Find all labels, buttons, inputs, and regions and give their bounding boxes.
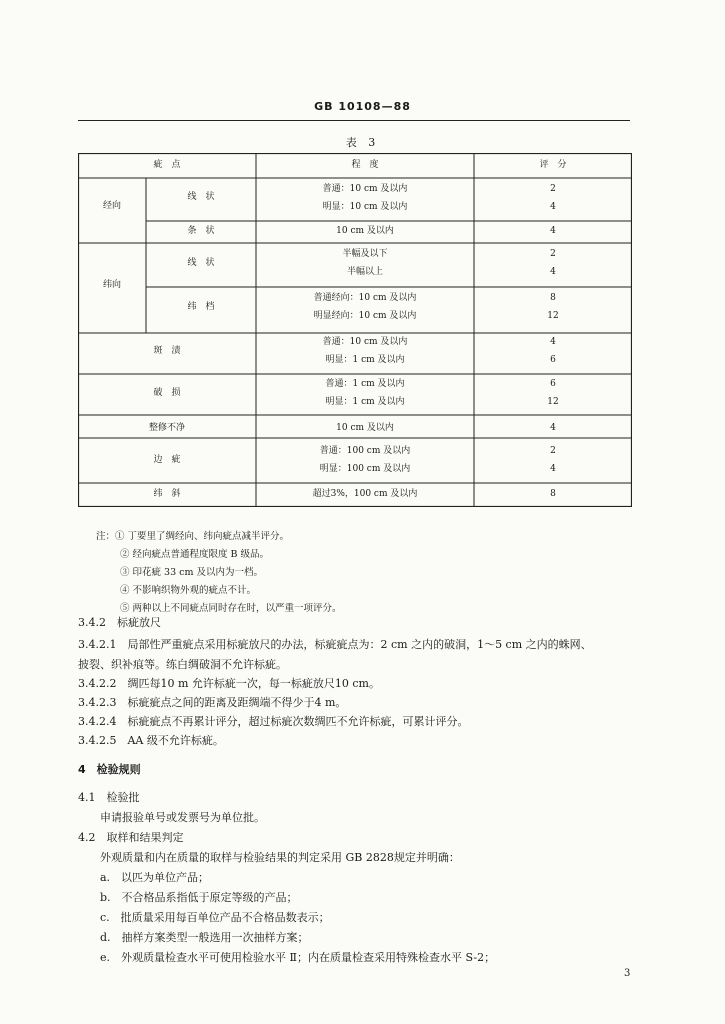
defect-name: 整修不净	[148, 423, 186, 433]
score-value: 4	[550, 226, 556, 236]
score-value: 6	[550, 379, 556, 389]
header-defect: 疵 点	[153, 160, 181, 170]
table-note: 注：① 丁要里了绸经向、纬向疵点减半评分。	[96, 531, 290, 542]
header-score: 评 分	[539, 160, 567, 170]
header-rule	[78, 120, 630, 121]
score-value: 12	[547, 397, 559, 407]
degree-text: 半幅以上	[346, 267, 384, 277]
standard-header: GB 10108—88	[314, 100, 411, 113]
degree-text: 10 cm 及以内	[336, 226, 394, 236]
score-value: 4	[550, 202, 556, 212]
list-item: e. 外观质量检查水平可使用检验水平 Ⅱ；内在质量检查采用特殊检查水平 S-2；	[100, 951, 496, 964]
defect-name: 条 状	[187, 226, 215, 236]
score-value: 4	[550, 337, 556, 347]
header-degree: 程 度	[351, 160, 379, 170]
clause-heading: 4.1 检验批	[78, 791, 140, 804]
clause-text: 申请报验单号或发票号为单位批。	[100, 811, 265, 824]
section-heading: 4 检验规则	[78, 763, 141, 776]
score-value: 8	[550, 293, 556, 303]
clause-text: 3.4.2.3 标疵疵点之间的距离及距绸端不得少于4 m。	[78, 696, 347, 709]
clause-heading: 4.2 取样和结果判定	[78, 831, 184, 844]
score-value: 4	[550, 267, 556, 277]
clause-text: 披裂、织补痕等。练白绸破洞不允许标疵。	[78, 658, 287, 671]
score-value: 2	[550, 249, 556, 259]
list-item: d. 抽样方案类型一般选用一次抽样方案；	[100, 931, 309, 944]
degree-text: 普通：100 cm 及以内	[319, 446, 411, 456]
score-value: 6	[550, 355, 556, 365]
score-value: 8	[550, 489, 556, 499]
defect-name: 斑 渍	[153, 346, 181, 356]
degree-text: 明显：1 cm 及以内	[325, 397, 405, 407]
degree-text: 普通：10 cm 及以内	[322, 184, 408, 194]
degree-text: 普通经向：10 cm 及以内	[313, 293, 417, 303]
degree-text: 普通：10 cm 及以内	[322, 337, 408, 347]
score-value: 2	[550, 446, 556, 456]
clause-heading: 3.4.2 标疵放尺	[78, 616, 161, 629]
score-value: 12	[547, 311, 559, 321]
degree-text: 明显：1 cm 及以内	[325, 355, 405, 365]
page-number: 3	[624, 968, 631, 979]
defect-name: 纬 档	[187, 302, 215, 312]
defect-name: 破 损	[153, 388, 181, 398]
group-weft: 纬向	[102, 280, 122, 290]
table-note: ④ 不影响织物外观的疵点不计。	[120, 585, 257, 596]
degree-text: 明显：100 cm 及以内	[319, 464, 411, 474]
clause-text: 3.4.2.2 绸匹每10 m 允许标疵一次，每一标疵放尺10 cm。	[78, 677, 380, 690]
table-note: ② 经向疵点普通程度限度 B 级品。	[120, 549, 270, 560]
degree-text: 超过3%，100 cm 及以内	[312, 489, 418, 499]
table-note: ⑤ 两种以上不同疵点同时存在时，以严重一项评分。	[120, 603, 342, 614]
table-note: ③ 印花疵 33 cm 及以内为一档。	[120, 567, 263, 578]
score-value: 4	[550, 423, 556, 433]
clause-text: 外观质量和内在质量的取样与检验结果的判定采用 GB 2828规定并明确：	[100, 851, 460, 864]
clause-text: 3.4.2.5 AA 级不允许标疵。	[78, 734, 224, 747]
score-value: 4	[550, 464, 556, 474]
clause-text: 3.4.2.4 标疵疵点不再累计评分，超过标疵次数绸匹不允许标疵，可累计评分。	[78, 715, 469, 728]
degree-text: 半幅及以下	[342, 249, 388, 259]
list-item: a. 以匹为单位产品；	[100, 871, 210, 884]
degree-text: 10 cm 及以内	[336, 423, 394, 433]
group-warp: 经向	[102, 201, 122, 211]
degree-text: 普通：1 cm 及以内	[325, 379, 405, 389]
defect-name: 纬 斜	[153, 489, 181, 499]
list-item: b. 不合格品系指低于原定等级的产品；	[100, 891, 298, 904]
degree-text: 明显经向：10 cm 及以内	[313, 311, 417, 321]
defect-name: 边 疵	[153, 455, 181, 465]
score-value: 2	[550, 184, 556, 194]
clause-text: 3.4.2.1 局部性严重疵点采用标疵放尺的办法，标疵疵点为：2 cm 之内的破洞，1～5 cm 之内的蛛网、	[78, 638, 592, 651]
table-caption: 表 3	[345, 136, 380, 149]
degree-text: 明显：10 cm 及以内	[322, 202, 408, 212]
defect-name: 线 状	[187, 192, 215, 202]
list-item: c. 批质量采用每百单位产品不合格品数表示；	[100, 911, 330, 924]
defect-name: 线 状	[187, 258, 215, 268]
